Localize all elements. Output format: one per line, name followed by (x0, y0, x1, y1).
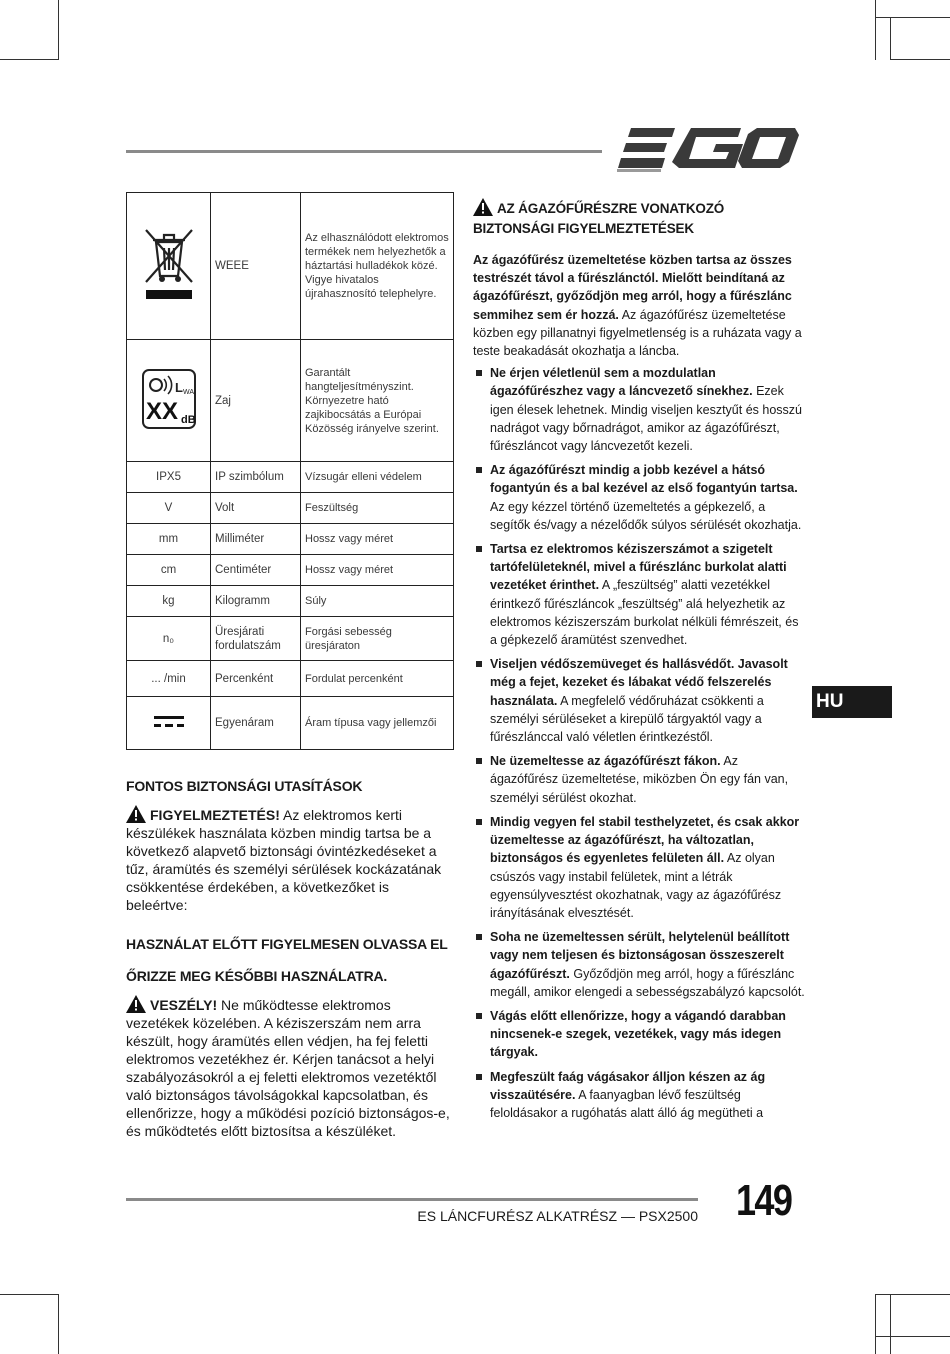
warning-label: FIGYELMEZTETÉS! (150, 807, 280, 823)
table-row (127, 340, 454, 462)
warning-text: Az elektromos kerti készülékek használata közben mindig tartsa be a következő alapvető biztonsági óvintézkedéseket a tűz, áramütés és személyi sérülések kockázatának csökkentése érdekében, a következőket is beleértve: (126, 807, 442, 913)
symbol-table (126, 192, 454, 750)
symbol-meaning: Az elhasználódott elektromos termékek nem helyezhetők a háztartási hulladékok közé. Vigye hivatalos újrahasznosító telephelyre. (301, 193, 454, 340)
warning-triangle-icon (126, 805, 146, 823)
warning-triangle-icon (473, 198, 493, 216)
bullet-square-icon (476, 370, 482, 376)
chainsaw-safety-warnings (473, 198, 805, 1128)
symbol-meaning: Forgási sebesség üresjáraton (301, 617, 454, 661)
symbol-cell: cm (127, 555, 211, 586)
page-number: 149 (736, 1176, 792, 1225)
list-item (473, 655, 805, 746)
symbol-name: Centiméter (211, 555, 301, 586)
list-item-bold: Megfeszült faág vágásakor álljon készen az ág visszaütésére. (490, 1069, 766, 1102)
table-row (127, 493, 454, 524)
list-item (473, 364, 805, 455)
symbol-name: Egyenáram (211, 697, 301, 750)
symbol-meaning: Garantált hangteljesítményszint. Környezetre ható zajkibocsátás a Európai Közösség irányelve szerint. (301, 340, 454, 462)
danger-text: Ne működtesse elektromos vezetékek közelében. A kéziszerszám nem arra készült, hogy áramütés ellen védjen, ha fej feletti elektromos vezetékhez ér. Kérjen tanácsot a helyi szabályozásokról a ej feletti elektromos vezetéktől való biztonságos távolságokkal kapcsolatban, és ellenőrizze, hogy a működési pozíció biztonságos-e, és működtetés előtt biztosítsa a készüléket. (126, 997, 450, 1139)
danger-label: VESZÉLY! (150, 997, 218, 1013)
bullet-square-icon (476, 1013, 482, 1019)
list-item-text: Ezek igen élesek lehetnek. Mindig viseljen kesztyűt és hosszú nadrágot vagy bőrnadrágot, amikor az ágazófűrészt, fűrészláncot vagy láncvezetőt kezeli. (490, 384, 802, 454)
bullet-square-icon (476, 546, 482, 552)
crop-mark (876, 1336, 950, 1337)
section-heading-text: AZ ÁGAZÓFŰRÉSZRE VONATKOZÓ BIZTONSÁGI FIGYELMEZTETÉSEK (473, 201, 725, 236)
crop-mark (58, 1294, 59, 1354)
intro-text: Az ágazófűrész üzemeltetése közben egy pillanatnyi figyelmetlenség is a ruházata vagy a teste beakadását okozhatja a láncba. (473, 307, 802, 359)
weee-crossed-bin-icon (140, 222, 198, 306)
warning-paragraph (126, 805, 453, 914)
bullet-square-icon (476, 661, 482, 667)
table-row (127, 617, 454, 661)
symbol-name: Üresjárati fordulatszám (211, 617, 301, 661)
crop-mark (875, 1294, 876, 1354)
table-row (127, 193, 454, 340)
symbol-cell: V (127, 493, 211, 524)
crop-mark (876, 1294, 950, 1295)
crop-mark (0, 59, 58, 60)
bullet-square-icon (476, 934, 482, 940)
list-item-bold: Vágás előtt ellenőrizze, hogy a vágandó darabban nincsenek-e szegek, vezetékek, vagy más idegen tárgyak. (490, 1008, 786, 1060)
crop-mark (0, 1294, 58, 1295)
symbol-name: Percenként (211, 661, 301, 697)
symbol-cell (127, 697, 211, 750)
symbol-cell: IPX5 (127, 462, 211, 493)
list-item-bold: Ne üzemeltesse az ágazófűrészt fákon. (490, 754, 721, 769)
svg-text:WA: WA (182, 388, 194, 396)
list-item-bold: Az ágazófűrészt mindig a jobb kezével a hátsó fogantyún és a bal kezével az első fogantyún tartsa. (490, 463, 798, 496)
list-item-bold: Ne érjen véletlenül sem a mozdulatlan ágazófűrészhez vagy a láncvezető sínekhez. (490, 366, 753, 399)
sound-level-value: XX (145, 397, 178, 425)
bullet-square-icon (476, 1074, 482, 1080)
warning-triangle-icon (126, 995, 146, 1013)
symbol-name: IP szimbólum (211, 462, 301, 493)
symbol-meaning: Áram típusa vagy jellemzői (301, 697, 454, 750)
bullet-square-icon (476, 758, 482, 764)
table-row (127, 661, 454, 697)
symbol-name: Zaj (211, 340, 301, 462)
footer-rule (126, 1198, 698, 1201)
svg-text:dB: dB (180, 413, 196, 426)
symbol-meaning: Hossz vagy méret (301, 524, 454, 555)
warning-list (473, 364, 805, 1122)
footer-title: ES LÁNCFURÉSZ ALKATRÉSZ — PSX2500 (417, 1208, 698, 1224)
list-item-bold: Viseljen védőszemüveget és hallásvédőt. Javasolt még a fejet, kezeket és lábakat védő felszerelés használata. (490, 657, 788, 708)
safety-instructions (126, 777, 453, 1140)
symbol-name: WEEE (211, 193, 301, 340)
crop-mark (876, 17, 950, 18)
sound-power-level-icon (141, 368, 197, 430)
danger-paragraph (126, 995, 453, 1140)
symbol-meaning: Súly (301, 586, 454, 617)
ego-logo (617, 128, 799, 172)
list-item-text: Az olyan csúszós vagy instabil felületek, mint a létrák egyensúlyvesztést okozhatnak, vagy az ágazófűrész irányításának elvesztését. (490, 851, 782, 920)
section-heading (473, 198, 805, 239)
crop-mark (890, 59, 950, 60)
table-row (127, 555, 454, 586)
list-item-bold: Tartsa ez elektromos kéziszerszámot a szigetelt tartófelületeknél, mivel a fűrészlánc burkolat alatti vezetéket érinthet. (490, 542, 787, 593)
language-tab: HU (812, 686, 892, 718)
crop-mark (875, 0, 876, 60)
symbol-cell: n₀ (127, 617, 211, 661)
list-item (473, 752, 805, 807)
list-item-text: Győződjön meg arról, hogy a fűrészlánc megáll, amikor elengedi a sebességszabályzó kapcsolót. (490, 966, 805, 999)
table-row (127, 524, 454, 555)
table-row (127, 586, 454, 617)
list-item-bold: Mindig vegyen fel stabil testhelyzetet, és csak akkor üzemeltesse az ágazófűrészt, ha változatlan, biztonságos és egyenletes felületen áll. (490, 814, 800, 866)
intro-bold: Az ágazófűrész üzemeltetése közben tartsa az összes testrészét távol a fűrészlánctól. Mielőtt beindítaná az ágazófűrészt, győződjön meg arról, hogy a fűrészlánc semmihez sem ér hozzá. (473, 253, 792, 322)
symbol-name: Kilogramm (211, 586, 301, 617)
list-item-text: A „feszültség” alatti vezetékkel érintkező fűrészláncok „feszültség” alá helyezhetik az elektromos kéziszerszám burkolat nélküli fémrészeit, és a gépkezelő áramütést szenvedhet. (490, 578, 799, 648)
list-item (473, 813, 805, 922)
list-item (473, 928, 805, 1001)
symbol-meaning: Hossz vagy méret (301, 555, 454, 586)
list-item-text: Az ágazófűrész üzemeltetése, miközben Ön egy fán van, személyi sérülést okozhat. (490, 754, 789, 805)
symbol-cell (127, 340, 211, 462)
crop-mark (890, 1294, 891, 1354)
list-item (473, 1007, 805, 1062)
symbol-meaning: Feszültség (301, 493, 454, 524)
intro-paragraph (473, 251, 805, 360)
table-row (127, 697, 454, 750)
symbol-name: Volt (211, 493, 301, 524)
crop-mark (58, 0, 59, 60)
symbol-cell: ... /min (127, 661, 211, 697)
section-heading: ŐRIZZE MEG KÉSŐBBI HASZNÁLATRA. (126, 968, 388, 984)
list-item (473, 540, 805, 649)
section-heading: FONTOS BIZTONSÁGI UTASÍTÁSOK (126, 778, 363, 794)
direct-current-icon (152, 713, 186, 729)
section-heading: HASZNÁLAT ELŐTT FIGYELMESEN OLVASSA EL (126, 936, 448, 952)
svg-text:L: L (174, 379, 183, 395)
table-row (127, 462, 454, 493)
symbol-meaning: Fordulat percenként (301, 661, 454, 697)
bullet-square-icon (476, 819, 482, 825)
list-item-bold: Soha ne üzemeltessen sérült, helytelenül beállított vagy nem teljesen és biztonságosan összeszerelt ágazófűrészt. (490, 930, 790, 981)
symbol-cell: kg (127, 586, 211, 617)
symbol-cell (127, 193, 211, 340)
symbol-meaning: Vízsugár elleni védelem (301, 462, 454, 493)
list-item-text: A faanyagban lévő feszültség feloldásakor a rugóhatás alatt álló ág megütheti a (490, 1087, 764, 1120)
symbol-cell: mm (127, 524, 211, 555)
bullet-square-icon (476, 467, 482, 473)
symbol-name: Milliméter (211, 524, 301, 555)
header-rule (126, 150, 602, 153)
list-item (473, 1068, 805, 1123)
list-item-text: A megfelelő védőruházat csökkenti a személyi sérüléseket a kirepülő tárgyaktól vagy a fűrészlánccal való véletlen érintkezéstől. (490, 693, 764, 745)
list-item-text: Az egy kézzel történő üzemeltetés a gépkezelő, a segítők és/vagy a nézelődők súlyos sérülését okozhatja. (490, 499, 802, 532)
list-item (473, 461, 805, 534)
crop-mark (890, 17, 891, 60)
